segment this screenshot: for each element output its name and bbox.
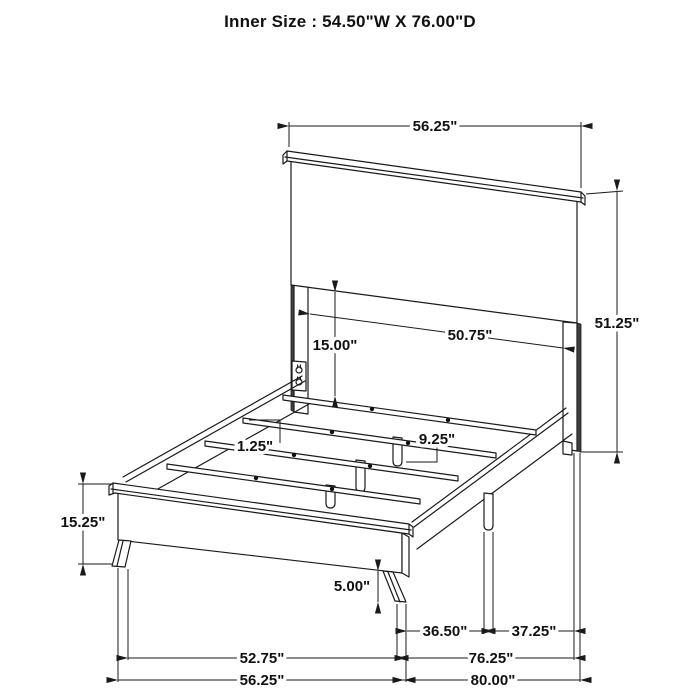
dim-inner-width-label: 50.75" bbox=[447, 327, 493, 344]
dim-footboard-width-label: 56.25" bbox=[239, 672, 285, 689]
dim-footboard-width bbox=[118, 672, 404, 689]
dim-center-leg-height-label: 9.25" bbox=[418, 431, 456, 448]
dim-clearance-label: 5.00" bbox=[333, 578, 371, 595]
dim-slat-thickness-label: 1.25" bbox=[236, 438, 274, 455]
dim-floor-span-rear-label: 37.25" bbox=[511, 623, 557, 640]
dim-headboard-width-label: 56.25" bbox=[412, 118, 458, 135]
bottom-extension-lines bbox=[118, 453, 580, 682]
headboard bbox=[283, 151, 585, 455]
dim-floor-span-front bbox=[407, 623, 484, 640]
dim-headboard-height-label: 51.25" bbox=[594, 315, 640, 332]
dim-side-rail-length bbox=[406, 650, 574, 667]
dim-panel-to-rail bbox=[313, 292, 358, 396]
headboard-right-leg-side-face bbox=[577, 323, 581, 452]
dim-overall-length-label: 80.00" bbox=[470, 672, 516, 689]
dim-footboard-height-label: 15.25" bbox=[60, 514, 106, 531]
diagram-title: Inner Size : 54.50"W X 76.00"D bbox=[224, 12, 476, 31]
dim-overall-length bbox=[404, 672, 580, 689]
dim-panel-to-rail-label: 15.00" bbox=[312, 337, 358, 354]
dim-headboard-height bbox=[580, 191, 639, 452]
footboard-left-leg bbox=[112, 540, 131, 567]
dim-footboard-inner-width-label: 52.75" bbox=[239, 650, 285, 667]
dim-footboard-height bbox=[61, 484, 113, 564]
headboard-right-leg bbox=[563, 322, 577, 451]
dim-floor-span-rear bbox=[493, 623, 574, 640]
headboard-left-leg-side-face bbox=[291, 284, 294, 412]
center-leg bbox=[484, 493, 493, 530]
dim-side-rail-length-label: 76.25" bbox=[468, 650, 514, 667]
dim-floor-span-front-label: 36.50" bbox=[422, 623, 468, 640]
dim-footboard-inner-width bbox=[128, 650, 397, 667]
footboard-right-leg bbox=[383, 571, 406, 602]
dim-under-bed-clearance bbox=[334, 571, 378, 602]
footboard-right-end-face bbox=[402, 533, 409, 577]
headboard-left-leg bbox=[294, 285, 308, 414]
headboard-right-leg-rail-hook bbox=[563, 441, 572, 455]
